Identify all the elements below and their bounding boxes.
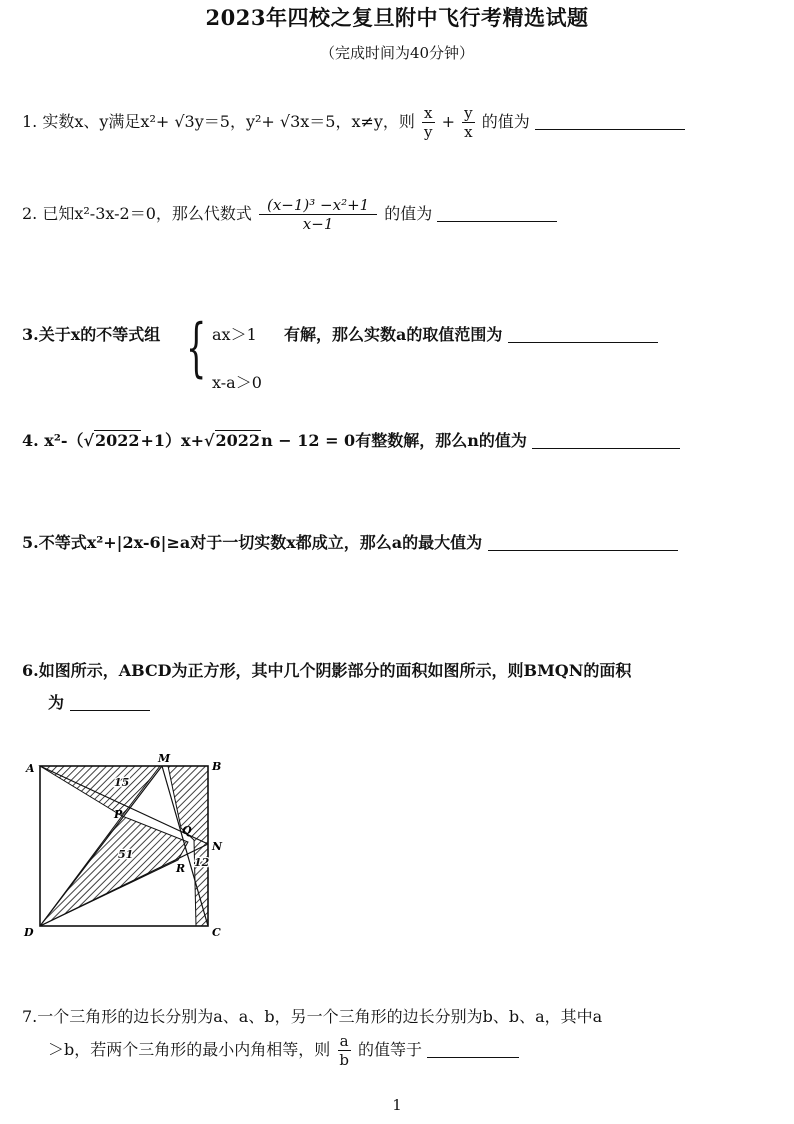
- question-7-line-1: 7.一个三角形的边长分别为a、a、b，另一个三角形的边长分别为b、b、a，其中a: [22, 1007, 603, 1026]
- answer-blank-1[interactable]: [535, 111, 685, 130]
- page-number: 1: [392, 1096, 402, 1114]
- question-3-suffix: [284, 322, 658, 345]
- answer-blank-2[interactable]: [437, 203, 557, 222]
- question-7-line-2-suffix: 的值等于: [358, 1040, 423, 1059]
- label-b: B: [212, 760, 222, 773]
- label-n: N: [212, 840, 223, 853]
- plus-sign: +: [441, 112, 456, 131]
- answer-blank-4[interactable]: [532, 430, 680, 449]
- sqrt-sign: √: [204, 431, 215, 450]
- fraction-numerator: (x−1)³ −x²+1: [259, 196, 377, 215]
- question-2-suffix: 的值为: [384, 204, 433, 223]
- fraction-denominator: y: [424, 123, 433, 141]
- question-2: [22, 196, 557, 233]
- question-4-part-1: 4. x²-（: [22, 431, 84, 450]
- inequality-line-1: ax＞1: [212, 325, 257, 344]
- question-3-suffix-text: 有解，那么实数a的取值范围为: [284, 325, 503, 344]
- label-p: P: [114, 808, 123, 821]
- fraction-numerator: x: [424, 104, 433, 122]
- time-limit-note: （完成时间为40分钟）: [319, 44, 475, 62]
- fraction-denominator: b: [339, 1051, 349, 1069]
- inequality-line-2: x-a＞0: [212, 373, 262, 392]
- label-a: A: [26, 762, 35, 775]
- question-4-part-3: n − 12 = 0有整数解，那么n的值为: [261, 431, 527, 450]
- label-q: Q: [182, 824, 192, 837]
- fraction-a-over-b: [337, 1032, 351, 1069]
- answer-blank-7[interactable]: [427, 1039, 519, 1058]
- question-1-suffix: 的值为: [481, 112, 530, 131]
- question-5-text: 5.不等式x²+|2x-6|≥a对于一切实数x都成立，那么a的最大值为: [22, 533, 483, 552]
- square-figure: [18, 748, 230, 940]
- answer-blank-5[interactable]: [488, 532, 678, 551]
- fraction-numerator: a: [339, 1032, 349, 1050]
- question-4-part-2: +1）x+: [140, 431, 205, 450]
- sqrt-radicand: 2022: [215, 431, 261, 450]
- fraction-x-over-y: [422, 104, 434, 141]
- label-d: D: [24, 926, 34, 939]
- question-6-line-1: 6.如图所示，ABCD为正方形，其中几个阴影部分的面积如图所示，则BMQN的面积: [22, 661, 632, 680]
- label-m: M: [158, 752, 171, 765]
- page-title: 2023年四校之复旦附中飞行考精选试题: [205, 5, 589, 30]
- fraction-y-over-x: [462, 104, 474, 141]
- area-label-middle: 51: [118, 848, 134, 861]
- area-label-right: 12: [194, 856, 210, 869]
- question-6-line-2: [48, 690, 150, 713]
- area-label-top: 15: [114, 776, 130, 789]
- question-3-prefix: 3.关于x的不等式组: [22, 325, 161, 344]
- shaded-region-middle: [40, 816, 188, 926]
- fraction-denominator: x−1: [302, 215, 334, 233]
- question-1: [22, 104, 685, 141]
- label-c: C: [212, 926, 221, 939]
- question-5: [22, 530, 678, 553]
- label-r: R: [176, 862, 186, 875]
- algebraic-fraction: [259, 196, 377, 233]
- answer-blank-3[interactable]: [508, 324, 658, 343]
- question-6-line-2-text: 为: [48, 693, 65, 712]
- shaded-region-top: [40, 766, 160, 816]
- question-7-line-2: [48, 1032, 519, 1069]
- fraction-numerator: y: [464, 104, 473, 122]
- question-1-prefix: 1. 实数x、y满足x²+ √3y＝5，y²+ √3x＝5，x≠y，则: [22, 112, 415, 131]
- question-4: [22, 428, 680, 451]
- question-2-prefix: 2. 已知x²-3x-2＝0，那么代数式: [22, 204, 252, 223]
- sqrt-sign: √: [83, 431, 94, 450]
- system-brace: {: [186, 311, 207, 385]
- answer-blank-6[interactable]: [70, 692, 150, 711]
- question-7-line-2-prefix: ＞b，若两个三角形的最小内角相等，则: [48, 1040, 331, 1059]
- fraction-denominator: x: [464, 123, 473, 141]
- sqrt-radicand: 2022: [94, 431, 140, 450]
